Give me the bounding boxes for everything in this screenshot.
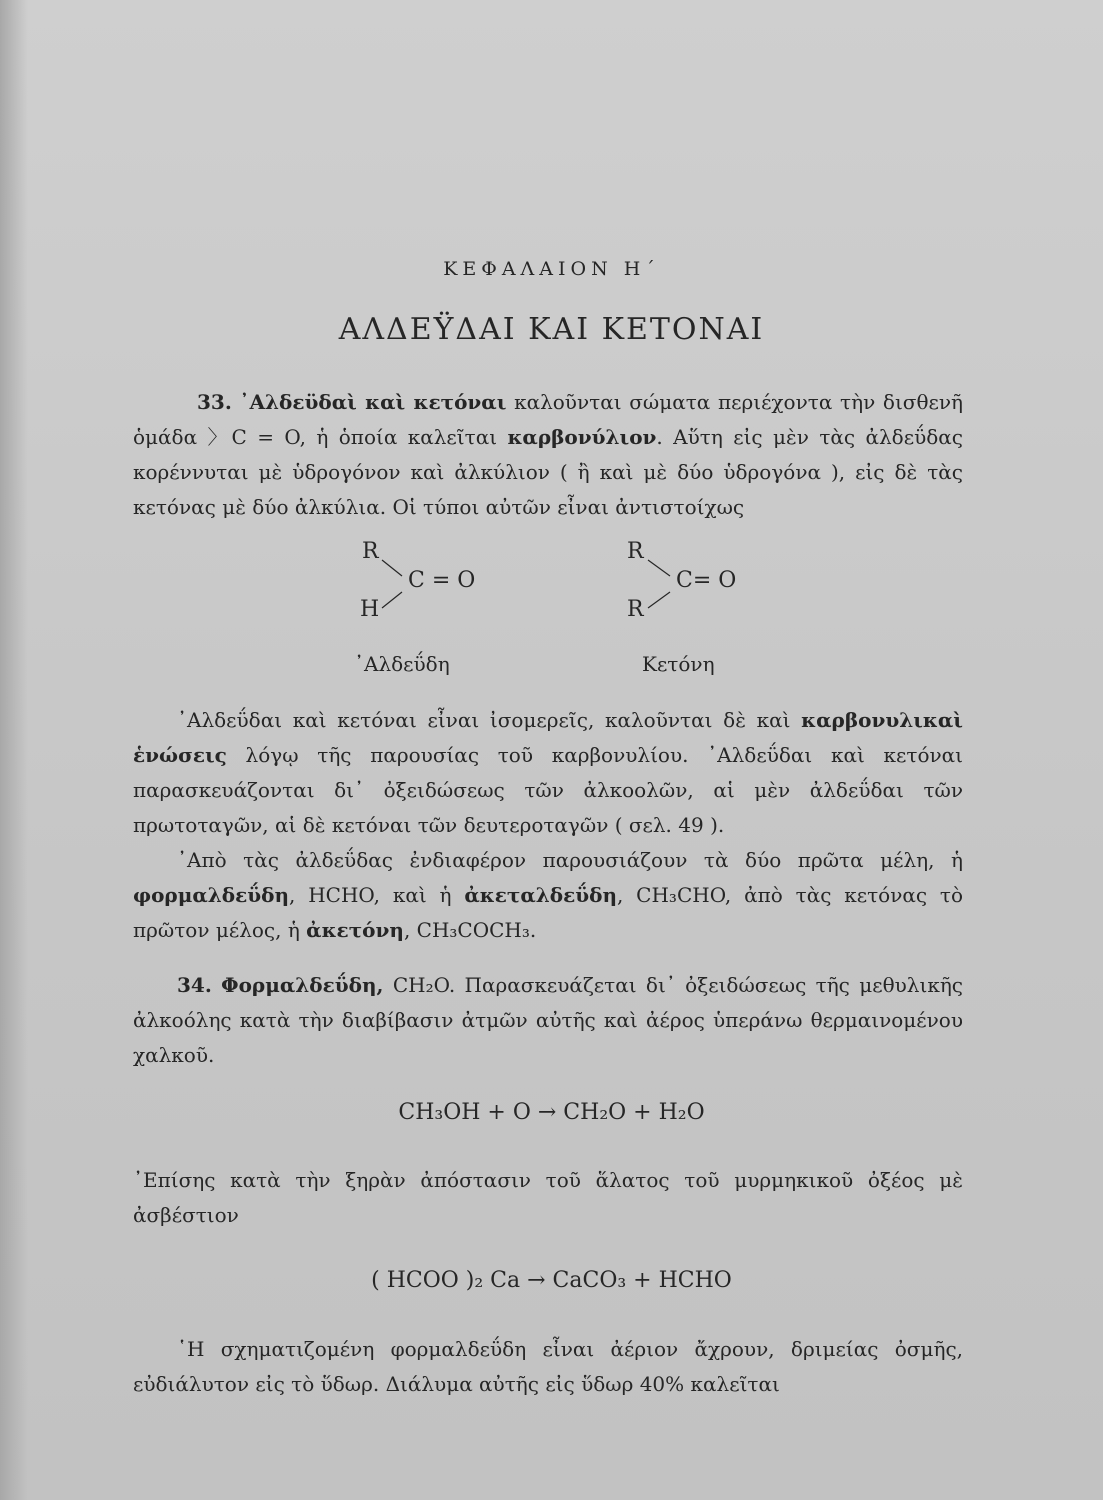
section-33-paragraph [133,385,963,525]
ketone-caption: Κετόνη [642,652,715,676]
paragraph-text: , CH₃COCH₃. [403,918,537,942]
paragraph-text: , HCHO, καὶ ἡ [289,883,465,907]
bold-term-acetaldehyde: ἀκεταλδεΰδη [464,883,617,907]
bold-term-carbonyl-compounds: καρβονυλικαὶ ἑνώσεις [133,708,963,767]
chapter-title: ΑΛΔΕΫΔΑΙ ΚΑΙ ΚΕΤΟΝΑΙ [338,312,765,347]
paragraph-text: . Αὕτη εἰς μὲν τὰς ἀλδεΰδας κορέννυται μὲ ὑδρογόνον καὶ ἀλκύλιον ( ἢ καὶ μὲ δύο ὑδρογόνα ), εἰς δὲ τὰς κετόνας μὲ δύο ἀλκύλια. Οἱ τύποι αὐτῶν εἶναι ἀντιστοίχως [133,425,963,519]
aldehyde-carbonyl: C = O [408,568,476,593]
ketone-formula [627,539,736,622]
paragraph-text: ᾿Απὸ τὰς ἀλδεΰδας ἐνδιαφέρον παρουσιάζουν τὰ δύο πρῶτα μέλη, ἡ [177,848,963,872]
bond-line [648,560,670,576]
chapter-heading: ΚΕΦΑΛΑΙΟΝ Η΄ [443,258,660,280]
bond-line [382,560,402,576]
paragraph-text: ᾿Αλδεΰδαι καὶ κετόναι εἶναι ἰσομερεῖς, καλοῦνται δὲ καὶ [177,708,802,732]
isomers-paragraph [133,703,963,843]
bold-term-carbonyl: καρβονύλιον [507,425,657,449]
aldehyde-formula [360,539,475,622]
formaldehyde-properties-paragraph: ῾Η σχηματιζομένη φορμαλδεΰδη εἶναι ἀέριον ἄχρουν, δριμείας ὀσμῆς, εὐδιάλυτον εἰς τὸ ὕδωρ. Διάλυμα αὐτῆς εἰς ὕδωρ 40% καλεῖται [133,1337,963,1396]
section-number: 33. [197,390,232,414]
structural-formulas [330,530,800,640]
section-number: 34. [177,973,212,997]
bold-term-formaldehyde: φορμαλδεΰδη [133,883,290,907]
equation-calcium-formate: ( HCOO )₂ Ca → CaCO₃ + HCHO [371,1268,732,1293]
paragraph-text: CH₂O. Παρασκευάζεται δι᾿ ὀξειδώσεως τῆς μεθυλικῆς ἀλκοόλης κατὰ τὴν διαβίβασιν ἀτμῶν αὐτῆς καὶ ἀέρος ὑπεράνω θερμαινομένου χαλκοῦ. [133,973,964,1067]
first-members-paragraph [133,843,963,948]
section-term: Φορμαλδεΰδη, [221,973,384,997]
dry-distillation-paragraph: ᾿Επίσης κατὰ τὴν ξηρὰν ἀπόστασιν τοῦ ἅλατος τοῦ μυρμηκικοῦ ὀξέος μὲ ἀσβέστιον [133,1168,963,1227]
aldehyde-caption: ᾿Αλδεΰδη [354,652,450,676]
section-term: ᾿Αλδεϋδαὶ καὶ κετόναι [239,390,507,414]
paragraph-text: καλοῦνται σώματα περιέχοντα τὴν δισθενῆ ὁμάδα 〉C = O, ἡ ὁποία καλεῖται [133,390,964,449]
paragraph-text: , CH₃CHO, ἀπὸ τὰς κετόνας τὸ πρῶτον μέλος, ἡ [133,883,963,942]
ketone-top-group: R [627,539,644,564]
bold-term-acetone: ἀκετόνη [306,918,404,942]
bond-line [382,592,402,608]
equation-methanol-oxidation: CH₃OH + O → CH₂O + H₂O [398,1100,705,1125]
paragraph-text: λόγῳ τῆς παρουσίας τοῦ καρβονυλίου. ᾿Αλδεΰδαι καὶ κετόναι παρασκευάζονται δι᾿ ὀξειδώσεως τῶν ἀλκοολῶν, αἱ μὲν ἀλδεΰδαι τῶν πρωτοταγῶν, αἱ δὲ κετόναι τῶν δευτεροταγῶν ( σελ. 49 ). [133,743,963,837]
ketone-carbonyl: C= O [676,568,737,593]
aldehyde-top-group: R [362,539,379,564]
section-34-paragraph [133,968,963,1073]
ketone-bottom-group: R [627,597,644,622]
aldehyde-bottom-group: H [360,597,380,622]
bond-line [648,592,670,608]
